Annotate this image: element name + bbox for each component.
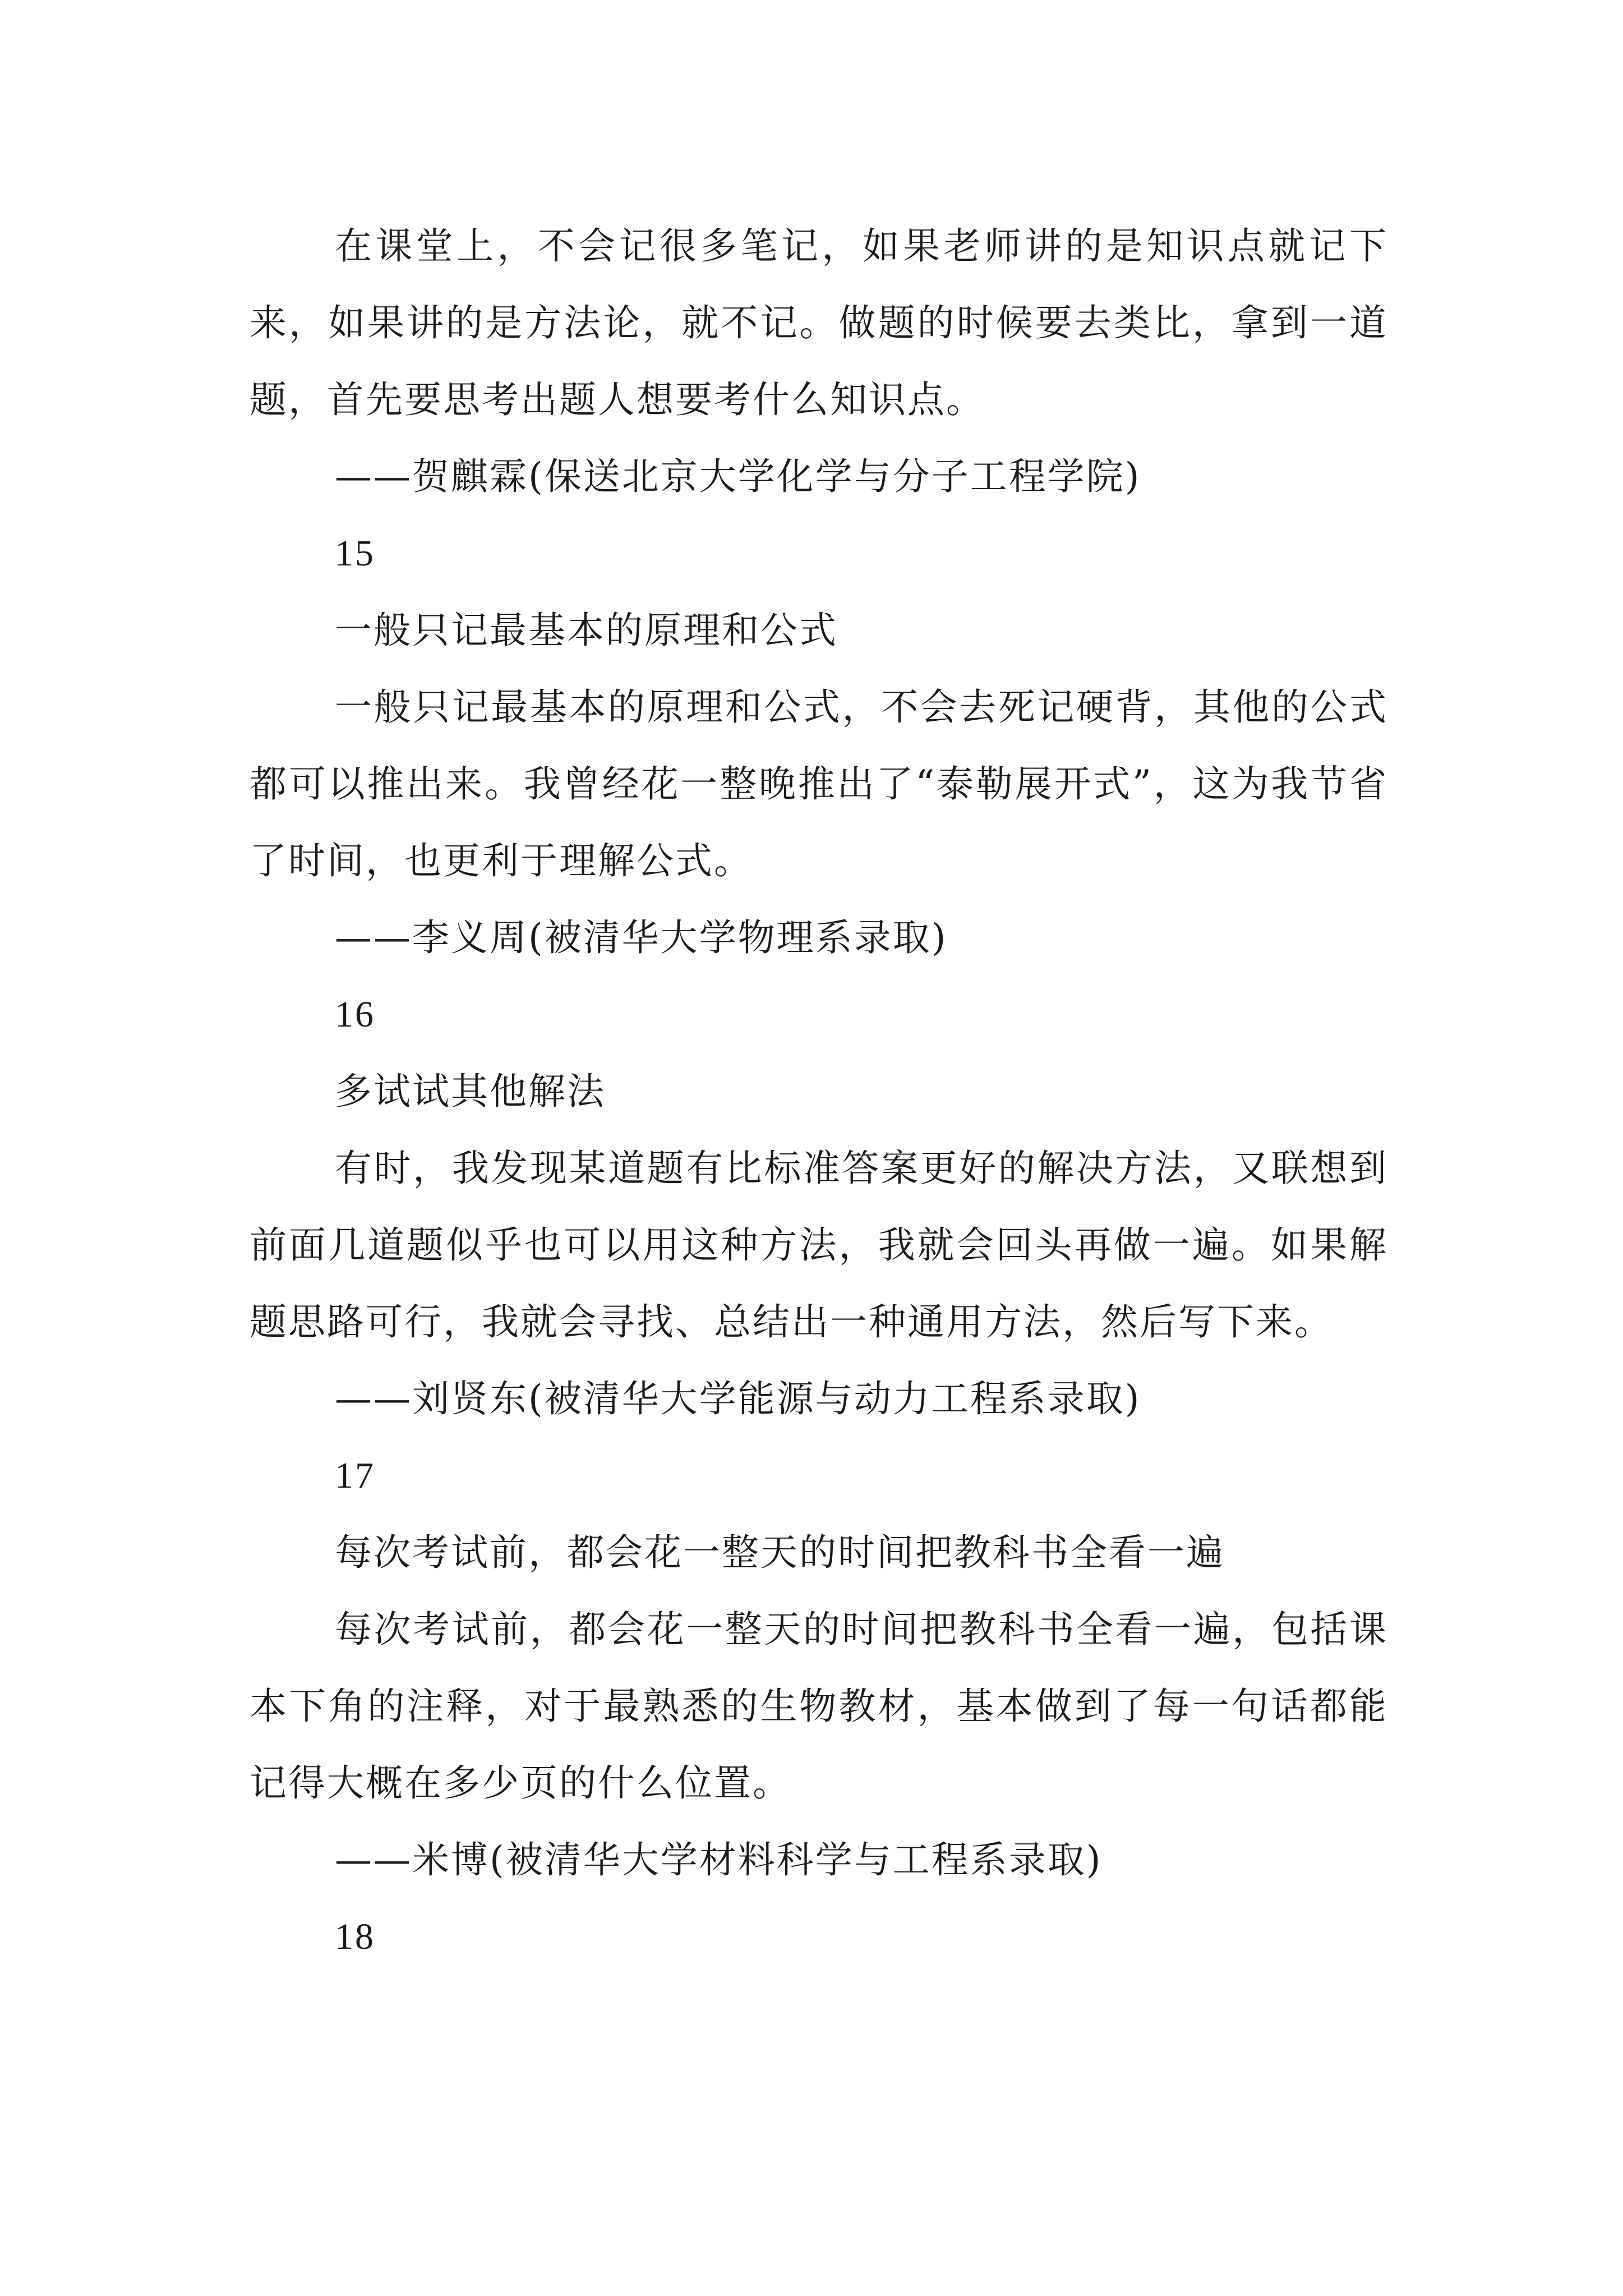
paragraph-textbook-review: 每次考试前，都会花一整天的时间把教科书全看一遍，包括课本下角的注释，对于最熟悉的生物教材，基本做到了每一句话都能记得大概在多少页的什么位置。 [250,1608,1388,1805]
document-page [250,208,1388,1975]
section-number-18: 18 [335,1916,375,1957]
section-heading-15: 一般只记最基本的原理和公式 [335,609,838,652]
attribution-mi-bo: ——米博(被清华大学材料科学与工程系录取) [335,1838,1103,1881]
section-heading-17: 每次考试前，都会花一整天的时间把教科书全看一遍 [335,1531,1225,1574]
section-number-15: 15 [335,533,375,574]
attribution-li-yizhou: ——李义周(被清华大学物理系录取) [335,916,948,959]
paragraph-formulas: 一般只记最基本的原理和公式，不会去死记硬背，其他的公式都可以推出来。我曾经花一整晚推出了“泰勒展开式”，这为我节省了时间，也更利于理解公式。 [250,685,1388,882]
section-number-16: 16 [335,994,375,1035]
attribution-liu-xiandong: ——刘贤东(被清华大学能源与动力工程系录取) [335,1377,1141,1420]
paragraph-other-solutions: 有时，我发现某道题有比标准答案更好的解决方法，又联想到前面几道题似乎也可以用这种方法，我就会回头再做一遍。如果解题思路可行，我就会寻找、总结出一种通用方法，然后写下来。 [250,1147,1388,1343]
paragraph-note-taking: 在课堂上，不会记很多笔记，如果老师讲的是知识点就记下来，如果讲的是方法论，就不记。做题的时候要去类比，拿到一道题，首先要思考出题人想要考什么知识点。 [250,224,1388,421]
section-number-17: 17 [335,1455,375,1496]
attribution-he-qilin: ——贺麒霖(保送北京大学化学与分子工程学院) [335,455,1141,498]
section-heading-16: 多试试其他解法 [335,1070,606,1113]
